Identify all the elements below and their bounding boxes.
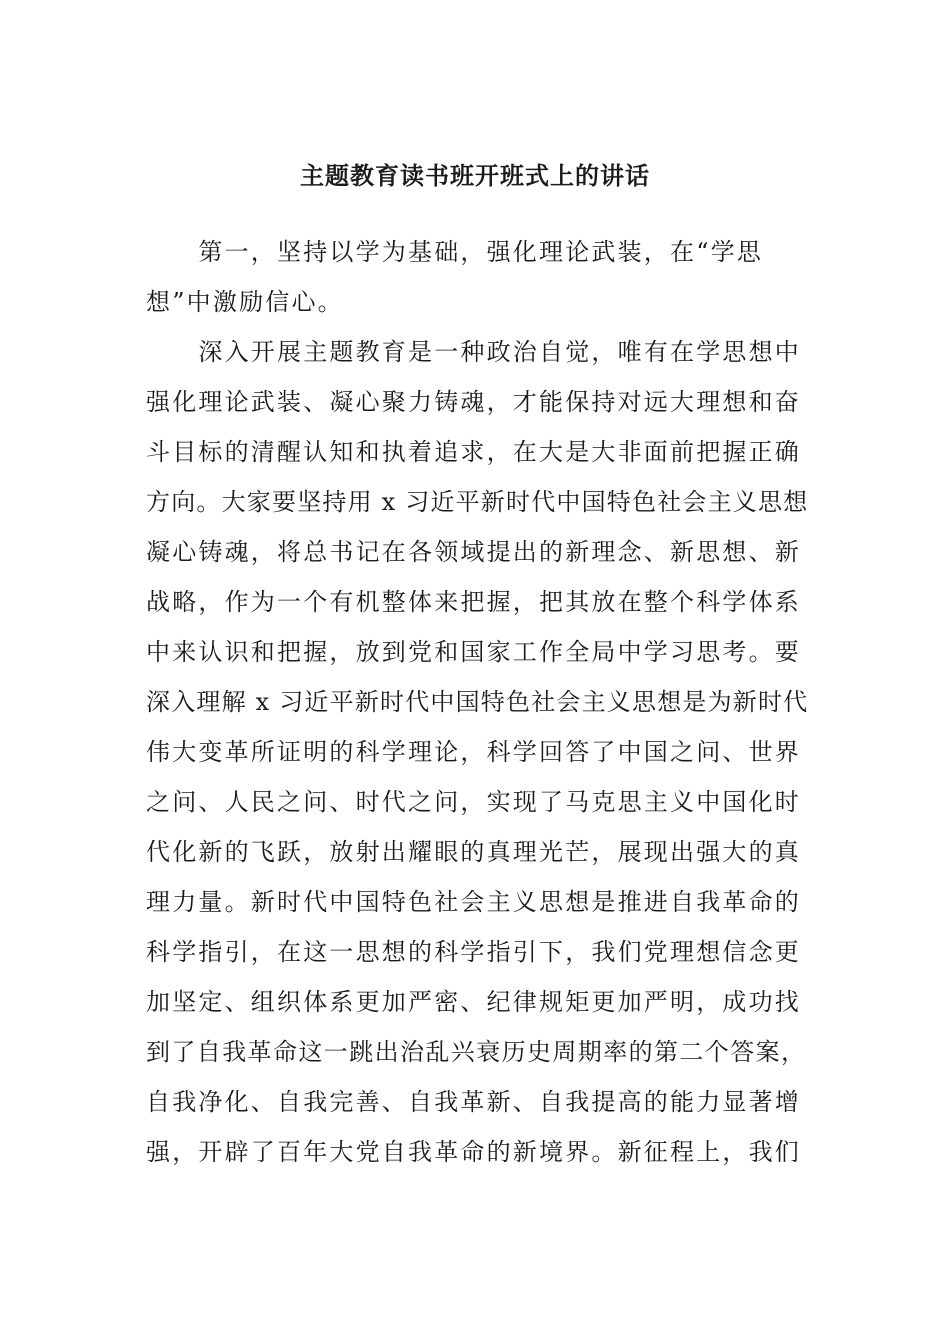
paragraph-line: 自我净化、自我完善、自我革新、自我提高的能力显著增 — [146, 1088, 801, 1116]
paragraph-line: 方向。大家要坚持用 x 习近平新时代中国特色社会主义思想 — [146, 488, 809, 516]
document-title: 主题教育读书班开班式上的讲话 — [300, 161, 650, 190]
paragraph-line: 强，开辟了百年大党自我革命的新境界。新征程上，我们 — [146, 1138, 801, 1166]
paragraph-line: 之问、人民之问、时代之问，实现了马克思主义中国化时 — [146, 788, 801, 816]
paragraph-line: 第一，坚持以学为基础，强化理论武装，在“学思 — [146, 238, 764, 266]
paragraph-line: 凝心铸魂，将总书记在各领域提出的新理念、新思想、新 — [146, 538, 801, 566]
paragraph-line: 深入开展主题教育是一种政治自觉，唯有在学思想中 — [146, 338, 801, 366]
paragraph-line: 代化新的飞跃，放射出耀眼的真理光芒，展现出强大的真 — [146, 838, 801, 866]
paragraph-line: 科学指引，在这一思想的科学指引下，我们党理想信念更 — [146, 938, 801, 966]
paragraph-line: 伟大变革所证明的科学理论，科学回答了中国之问、世界 — [146, 738, 801, 766]
paragraph-line: 斗目标的清醒认知和执着追求，在大是大非面前把握正确 — [146, 438, 801, 466]
paragraph-line: 中来认识和把握，放到党和国家工作全局中学习思考。要 — [146, 638, 801, 666]
paragraph-line: 强化理论武装、凝心聚力铸魂，才能保持对远大理想和奋 — [146, 388, 801, 416]
paragraph-line: 战略，作为一个有机整体来把握，把其放在整个科学体系 — [146, 588, 801, 616]
paragraph-line: 到了自我革命这一跳出治乱兴衰历史周期率的第二个答案， — [146, 1038, 807, 1066]
paragraph-line: 理力量。新时代中国特色社会主义思想是推进自我革命的 — [146, 888, 801, 916]
paragraph-line: 深入理解 x 习近平新时代中国特色社会主义思想是为新时代 — [146, 688, 809, 716]
paragraph-line: 加坚定、组织体系更加严密、纪律规矩更加严明，成功找 — [146, 988, 801, 1016]
paragraph-line: 想”中激励信心。 — [146, 288, 344, 316]
